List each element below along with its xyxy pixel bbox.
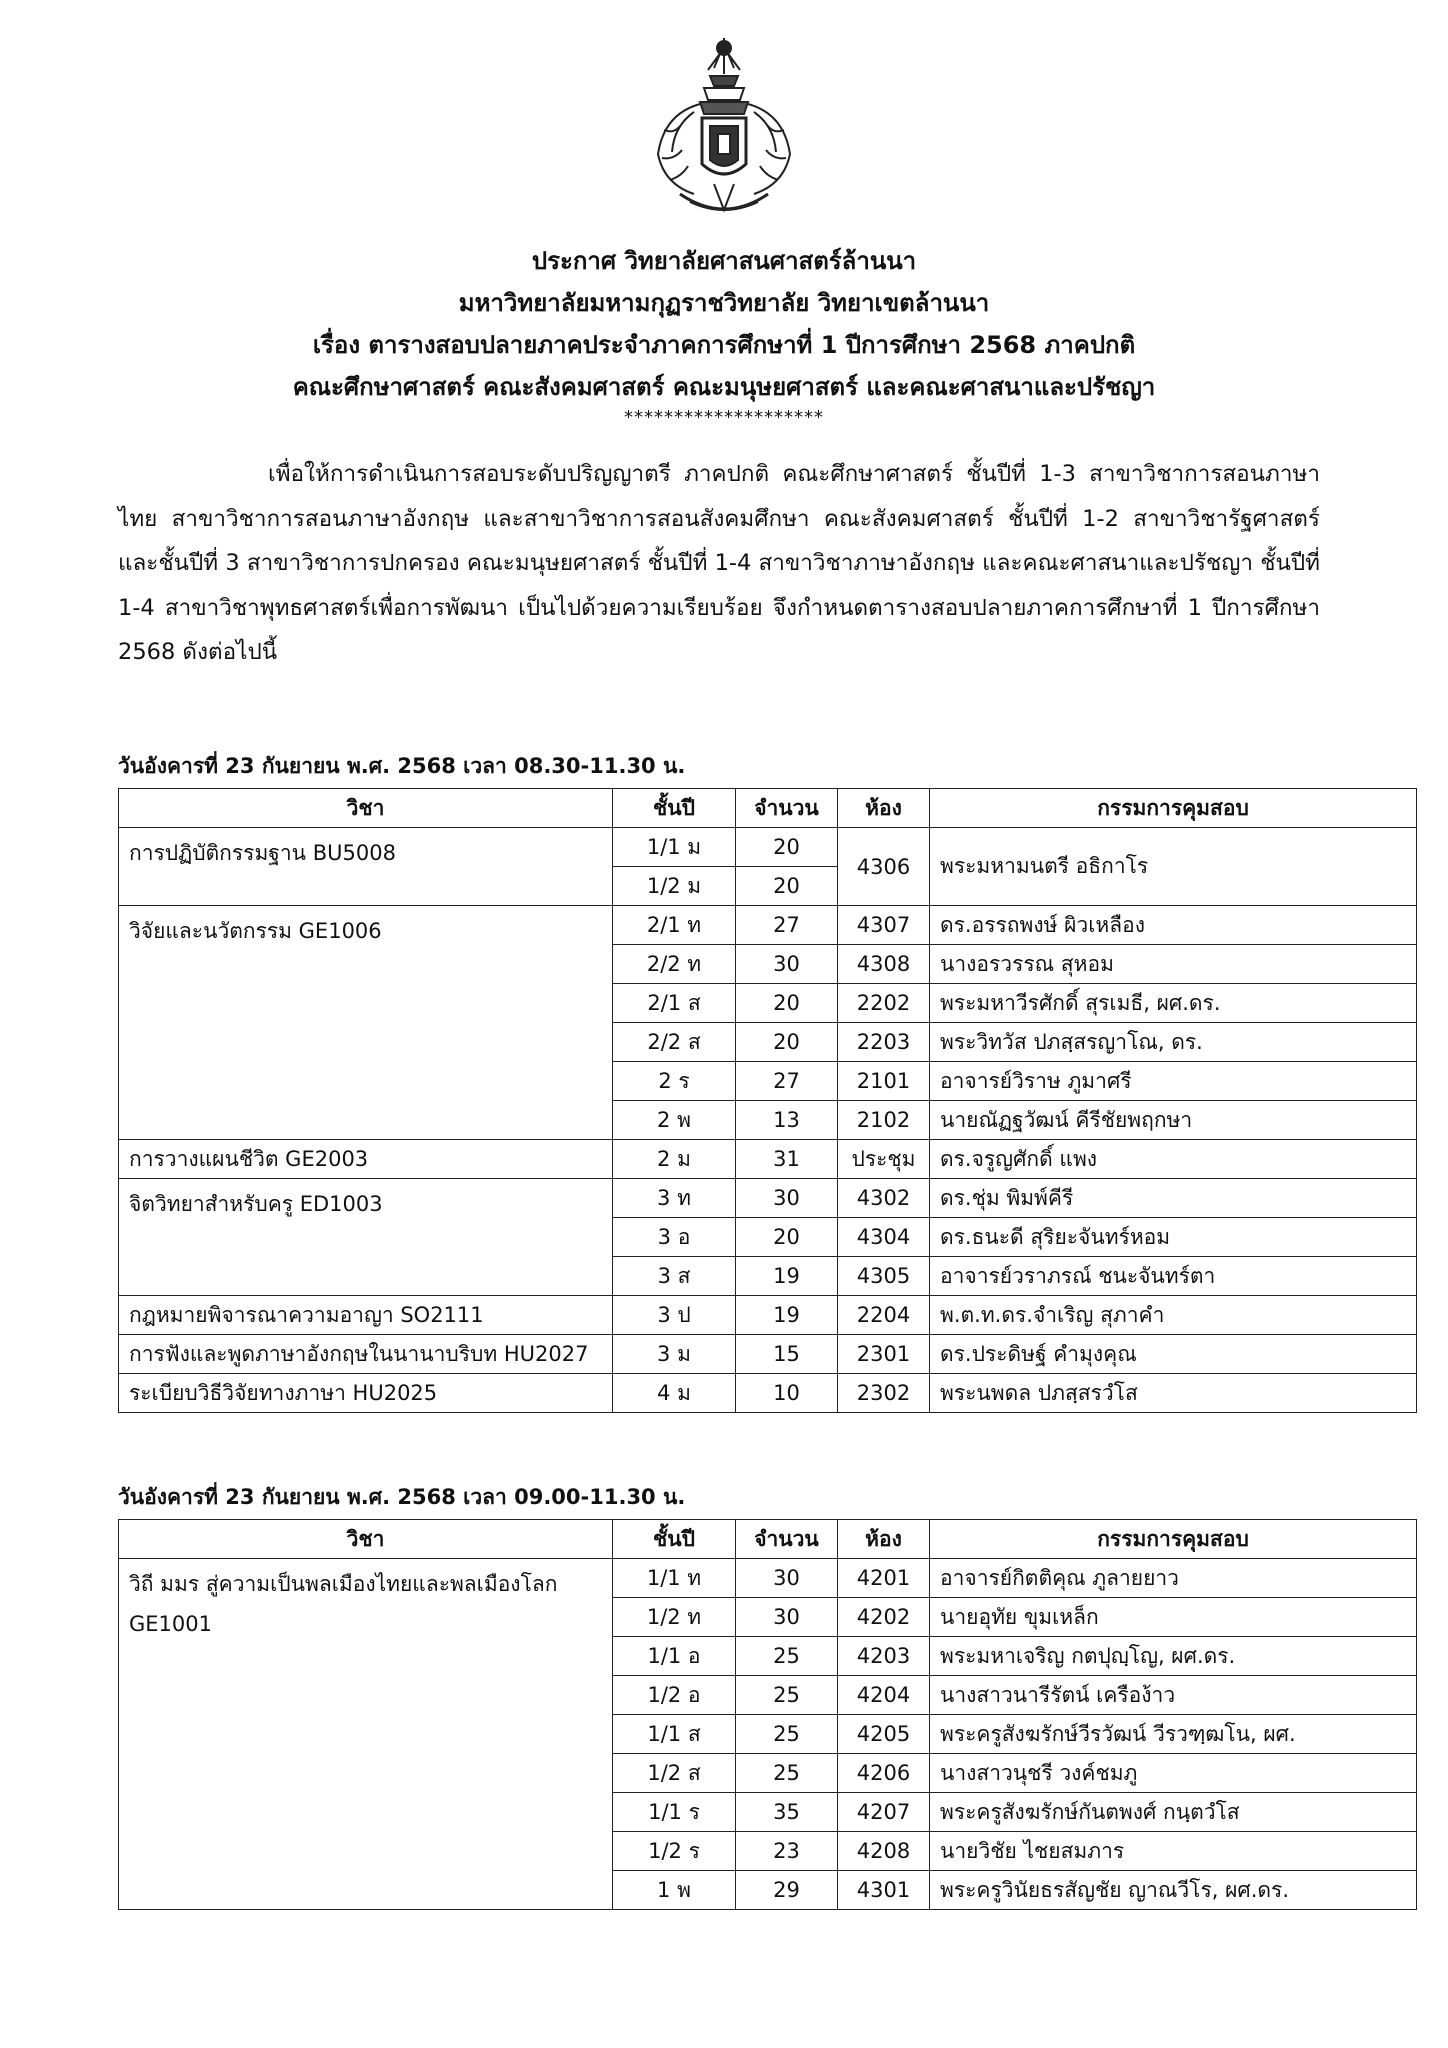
- count-cell: 19: [736, 1257, 838, 1296]
- proctor-cell: นายวิชัย ไชยสมภาร: [930, 1832, 1417, 1871]
- proctor-cell: นางสาวนุชรี วงค์ชมภู: [930, 1754, 1417, 1793]
- proctor-cell: พระครูสังฆรักษ์กันตพงศ์ กนฺตวํโส: [930, 1793, 1417, 1832]
- subject-cell: กฎหมายพิจารณาความอาญา SO2111: [119, 1296, 613, 1335]
- col-room: ห้อง: [838, 789, 930, 828]
- faculties-line: คณะศึกษาศาสตร์ คณะสังคมศาสตร์ คณะมนุษยศาสตร์ และคณะศาสนาและปรัชญา: [292, 373, 1156, 401]
- proctor-cell: อาจารย์กิตติคุณ ภูลายยาว: [930, 1559, 1417, 1598]
- subject-cell: วิถี มมร สู่ความเป็นพลเมืองไทยและพลเมืองโลก GE1001: [119, 1559, 613, 1910]
- year-cell: 2/1 ส: [613, 984, 736, 1023]
- room-cell: 2101: [838, 1062, 930, 1101]
- proctor-cell: พระมหามนตรี อธิกาโร: [930, 828, 1417, 906]
- room-cell: 4208: [838, 1832, 930, 1871]
- room-cell: 4202: [838, 1598, 930, 1637]
- count-cell: 30: [736, 1598, 838, 1637]
- room-cell: 4304: [838, 1218, 930, 1257]
- proctor-cell: ดร.ธนะดี สุริยะจันทร์หอม: [930, 1218, 1417, 1257]
- subject-cell: การฟังและพูดภาษาอังกฤษในนานาบริบท HU2027: [119, 1335, 613, 1374]
- year-cell: 2/2 ท: [613, 945, 736, 984]
- room-cell: 4205: [838, 1715, 930, 1754]
- year-cell: 3 ม: [613, 1335, 736, 1374]
- announcement-title: ประกาศ วิทยาลัยศาสนศาสตร์ล้านนา: [531, 247, 917, 275]
- count-cell: 25: [736, 1754, 838, 1793]
- year-cell: 3 อ: [613, 1218, 736, 1257]
- col-year: ชั้นปี: [613, 1520, 736, 1559]
- year-cell: 1/2 ท: [613, 1598, 736, 1637]
- count-cell: 13: [736, 1101, 838, 1140]
- col-subject: วิชา: [119, 1520, 613, 1559]
- subject-cell: วิจัยและนวัตกรรม GE1006: [119, 906, 613, 1140]
- room-cell: 2203: [838, 1023, 930, 1062]
- count-cell: 10: [736, 1374, 838, 1413]
- university-name: มหาวิทยาลัยมหามกุฏราชวิทยาลัย วิทยาเขตล้านนา: [458, 289, 990, 317]
- count-cell: 20: [736, 1218, 838, 1257]
- count-cell: 30: [736, 1559, 838, 1598]
- room-cell: 2301: [838, 1335, 930, 1374]
- col-year: ชั้นปี: [613, 789, 736, 828]
- room-cell: 4207: [838, 1793, 930, 1832]
- proctor-cell: พระครูวินัยธรสัญชัย ญาณวีโร, ผศ.ดร.: [930, 1871, 1417, 1910]
- count-cell: 25: [736, 1637, 838, 1676]
- table-header-row: [119, 789, 1417, 828]
- year-cell: 1 พ: [613, 1871, 736, 1910]
- intro-paragraph: เพื่อให้การดำเนินการสอบระดับปริญญาตรี ภาคปกติ คณะศึกษาศาสตร์ ชั้นปีที่ 1-3 สาขาวิชาการสอนภาษาไทย สาขาวิชาการสอนภาษาอังกฤษ และสาขาวิชาการสอนสังคมศึกษา คณะสังคมศาสตร์ ชั้นปีที่ 1-2 สาขาวิชารัฐศาสตร์ และชั้นปีที่ 3 สาขาวิชาการปกครอง คณะมนุษยศาสตร์ ชั้นปีที่ 1-4 สาขาวิชาภาษาอังกฤษ และคณะศาสนาและปรัชญา ชั้นปีที่ 1-4 สาขาวิชาพุทธศาสตร์เพื่อการพัฒนา เป็นไปด้วยความเรียบร้อย จึงกำหนดตารางสอบปลายภาคการศึกษาที่ 1 ปีการศึกษา 2568 ดังต่อไปนี้: [118, 461, 1320, 665]
- proctor-cell: นางสาวนารีรัตน์ เครือง้าว: [930, 1676, 1417, 1715]
- count-cell: 20: [736, 867, 838, 906]
- proctor-cell: พระครูสังฆรักษ์วีรวัฒน์ วีรวฑฺฒโน, ผศ.: [930, 1715, 1417, 1754]
- room-cell: 4201: [838, 1559, 930, 1598]
- year-cell: 3 ป: [613, 1296, 736, 1335]
- subject-cell: จิตวิทยาสำหรับครู ED1003: [119, 1179, 613, 1296]
- proctor-cell: นายณัฏฐวัฒน์ คีรีชัยพฤกษา: [930, 1101, 1417, 1140]
- year-cell: 1/2 ส: [613, 1754, 736, 1793]
- year-cell: 1/1 ม: [613, 828, 736, 867]
- proctor-cell: พ.ต.ท.ดร.จำเริญ สุภาคำ: [930, 1296, 1417, 1335]
- count-cell: 31: [736, 1140, 838, 1179]
- room-cell: 4307: [838, 906, 930, 945]
- room-cell: 4302: [838, 1179, 930, 1218]
- room-cell: 4301: [838, 1871, 930, 1910]
- table-row: [119, 1335, 1417, 1374]
- year-cell: 3 ท: [613, 1179, 736, 1218]
- proctor-cell: นายอุทัย ขุมเหล็ก: [930, 1598, 1417, 1637]
- table-row: [119, 1559, 1417, 1598]
- table-row: [119, 906, 1417, 945]
- proctor-cell: ดร.ชุ่ม พิมพ์คีรี: [930, 1179, 1417, 1218]
- count-cell: 25: [736, 1715, 838, 1754]
- year-cell: 2 ม: [613, 1140, 736, 1179]
- proctor-cell: พระมหาเจริญ กตปุญฺโญ, ผศ.ดร.: [930, 1637, 1417, 1676]
- year-cell: 1/2 ร: [613, 1832, 736, 1871]
- session2-exam-table: [118, 1519, 1417, 1910]
- year-cell: 1/1 ท: [613, 1559, 736, 1598]
- count-cell: 20: [736, 828, 838, 867]
- proctor-cell: พระมหาวีรศักดิ์ สุรเมธี, ผศ.ดร.: [930, 984, 1417, 1023]
- room-cell: 4203: [838, 1637, 930, 1676]
- col-count: จำนวน: [736, 789, 838, 828]
- year-cell: 2/2 ส: [613, 1023, 736, 1062]
- room-cell: 2204: [838, 1296, 930, 1335]
- count-cell: 25: [736, 1676, 838, 1715]
- subject-cell: การวางแผนชีวิต GE2003: [119, 1140, 613, 1179]
- session1-heading: วันอังคารที่ 23 กันยายน พ.ศ. 2568 เวลา 08.30-11.30 น.: [118, 754, 686, 778]
- table-row: [119, 1179, 1417, 1218]
- table-header-row: [119, 1520, 1417, 1559]
- col-proctor: กรรมการคุมสอบ: [930, 1520, 1417, 1559]
- count-cell: 35: [736, 1793, 838, 1832]
- table-row: [119, 828, 1417, 867]
- subject-cell: การปฏิบัติกรรมฐาน BU5008: [119, 828, 613, 906]
- room-cell: 4306: [838, 828, 930, 906]
- room-cell: 4204: [838, 1676, 930, 1715]
- year-cell: 1/1 ส: [613, 1715, 736, 1754]
- session1-exam-table: [118, 788, 1417, 1413]
- separator-stars: ********************: [624, 407, 824, 428]
- session2-heading: วันอังคารที่ 23 กันยายน พ.ศ. 2568 เวลา 09.00-11.30 น.: [118, 1485, 686, 1509]
- count-cell: 29: [736, 1871, 838, 1910]
- table-row: [119, 1140, 1417, 1179]
- year-cell: 1/2 ม: [613, 867, 736, 906]
- count-cell: 15: [736, 1335, 838, 1374]
- year-cell: 2 พ: [613, 1101, 736, 1140]
- count-cell: 19: [736, 1296, 838, 1335]
- proctor-cell: อาจารย์วิราษ ภูมาศรี: [930, 1062, 1417, 1101]
- room-cell: 4206: [838, 1754, 930, 1793]
- proctor-cell: ดร.ประดิษฐ์ คำมุงคุณ: [930, 1335, 1417, 1374]
- announcement-title-block: [0, 240, 1448, 428]
- count-cell: 23: [736, 1832, 838, 1871]
- col-count: จำนวน: [736, 1520, 838, 1559]
- count-cell: 20: [736, 984, 838, 1023]
- room-cell: 2202: [838, 984, 930, 1023]
- count-cell: 27: [736, 1062, 838, 1101]
- year-cell: 2/1 ท: [613, 906, 736, 945]
- year-cell: 1/1 ร: [613, 1793, 736, 1832]
- count-cell: 30: [736, 1179, 838, 1218]
- proctor-cell: อาจารย์วราภรณ์ ชนะจันทร์ตา: [930, 1257, 1417, 1296]
- subject-cell: ระเบียบวิธีวิจัยทางภาษา HU2025: [119, 1374, 613, 1413]
- col-room: ห้อง: [838, 1520, 930, 1559]
- year-cell: 3 ส: [613, 1257, 736, 1296]
- room-cell: 4305: [838, 1257, 930, 1296]
- proctor-cell: ดร.อรรถพงษ์ ผิวเหลือง: [930, 906, 1417, 945]
- year-cell: 1/1 อ: [613, 1637, 736, 1676]
- room-cell: 2102: [838, 1101, 930, 1140]
- table-row: [119, 1296, 1417, 1335]
- proctor-cell: ดร.จรูญศักดิ์ แพง: [930, 1140, 1417, 1179]
- university-seal-emblem: [644, 34, 804, 230]
- col-subject: วิชา: [119, 789, 613, 828]
- year-cell: 2 ร: [613, 1062, 736, 1101]
- col-proctor: กรรมการคุมสอบ: [930, 789, 1417, 828]
- proctor-cell: นางอรวรรณ สุหอม: [930, 945, 1417, 984]
- table-row: [119, 1374, 1417, 1413]
- count-cell: 27: [736, 906, 838, 945]
- room-cell: ประชุม: [838, 1140, 930, 1179]
- year-cell: 4 ม: [613, 1374, 736, 1413]
- count-cell: 30: [736, 945, 838, 984]
- proctor-cell: พระวิทวัส ปภสฺสรญาโณ, ดร.: [930, 1023, 1417, 1062]
- announcement-subject: เรื่อง ตารางสอบปลายภาคประจำภาคการศึกษาที่ 1 ปีการศึกษา 2568 ภาคปกติ: [312, 331, 1136, 359]
- year-cell: 1/2 อ: [613, 1676, 736, 1715]
- proctor-cell: พระนพดล ปภสฺสรวํโส: [930, 1374, 1417, 1413]
- room-cell: 2302: [838, 1374, 930, 1413]
- count-cell: 20: [736, 1023, 838, 1062]
- room-cell: 4308: [838, 945, 930, 984]
